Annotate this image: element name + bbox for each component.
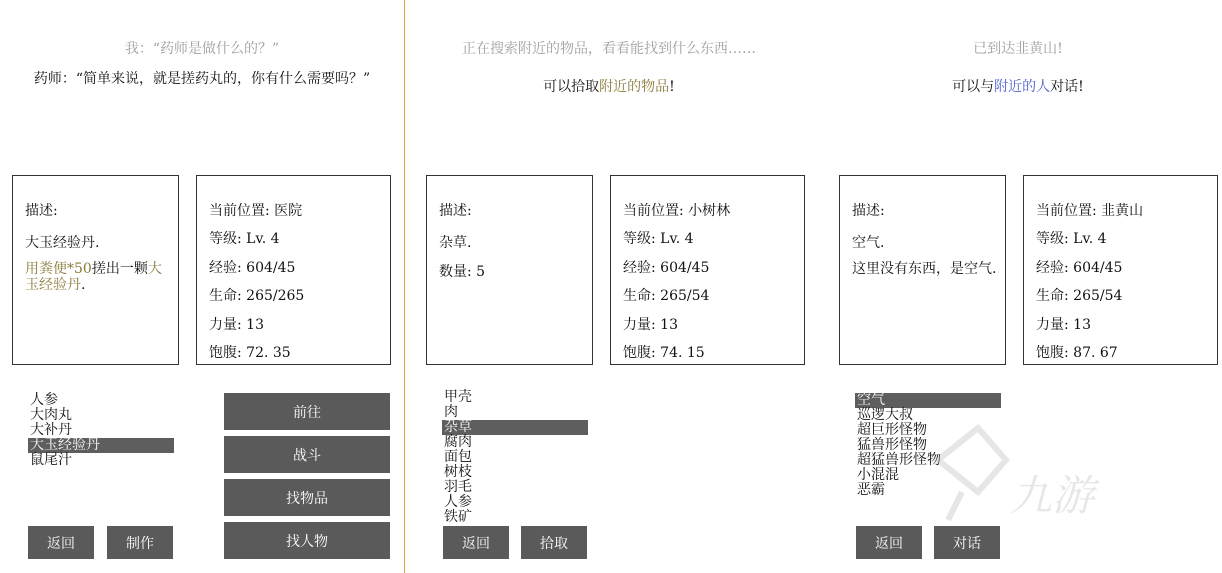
pickup-button[interactable]: 拾取	[521, 526, 587, 559]
stats-box	[1023, 175, 1218, 365]
list-item-selected[interactable]: 空气	[855, 393, 1001, 408]
dialogue-reply: 药师：“简单来说，就是搓药丸的，你有什么需要吗？”	[33, 71, 371, 87]
item-quantity: 数量: 5	[439, 264, 486, 280]
stat-level: 等级: Lv. 4	[209, 231, 280, 247]
recipe-pre: 用	[25, 261, 39, 277]
find-person-button[interactable]: 找人物	[224, 522, 390, 559]
recipe-mid: 搓出一颗	[91, 261, 148, 277]
recipe-text	[25, 261, 175, 293]
stat-exp: 经验: 604/45	[209, 260, 296, 276]
item-note: 这里没有东西，是空气.	[852, 261, 997, 277]
list-item[interactable]: 小混混	[857, 467, 899, 483]
notice-post: 对话!	[1050, 79, 1084, 95]
crafting-screen	[0, 0, 405, 573]
list-item[interactable]: 超巨形怪物	[857, 422, 927, 438]
notice-post: !	[669, 79, 675, 95]
talk-button[interactable]: 对话	[934, 526, 1000, 559]
go-button[interactable]: 前往	[224, 393, 390, 430]
list-item[interactable]: 人参	[30, 392, 58, 408]
stats-box	[196, 175, 391, 365]
search-status: 正在搜索附近的物品，看看能找到什么东西……	[462, 41, 756, 57]
pickup-notice	[404, 78, 814, 96]
list-item[interactable]: 猛兽形怪物	[857, 437, 927, 453]
find-item-button[interactable]: 找物品	[224, 479, 390, 516]
stat-hp: 生命: 265/54	[623, 288, 710, 304]
stat-strength: 力量: 13	[209, 317, 264, 333]
stat-hp: 生命: 265/265	[209, 288, 305, 304]
description-box	[12, 175, 179, 365]
list-item[interactable]: 甲壳	[444, 389, 472, 405]
stat-strength: 力量: 13	[1036, 317, 1091, 333]
item-name: 空气.	[852, 235, 885, 251]
search-items-screen	[404, 0, 814, 573]
stat-satiety: 饱腹: 87. 67	[1036, 345, 1118, 361]
back-button[interactable]: 返回	[28, 526, 94, 559]
list-item[interactable]: 大肉丸	[30, 407, 72, 423]
description-box	[839, 175, 1006, 365]
list-item[interactable]: 树枝	[444, 464, 472, 480]
recipe-post: .	[81, 277, 86, 293]
list-item[interactable]: 超猛兽形怪物	[857, 452, 941, 468]
list-item[interactable]: 腐肉	[444, 434, 472, 450]
craft-button[interactable]: 制作	[107, 526, 173, 559]
stat-location: 当前位置: 韭黄山	[1036, 203, 1144, 219]
notice-highlight: 附近的物品	[599, 79, 670, 95]
stat-exp: 经验: 604/45	[623, 260, 710, 276]
notice-pre: 可以拾取	[543, 79, 600, 95]
nine-game-logo-icon	[918, 420, 1095, 530]
battle-button[interactable]: 战斗	[224, 436, 390, 473]
list-item[interactable]: 鼠尾汁	[30, 452, 72, 468]
recipe-ingredient: 粪便*50	[39, 261, 92, 277]
list-item[interactable]: 恶霸	[857, 482, 885, 498]
stat-satiety: 饱腹: 74. 15	[623, 345, 705, 361]
stat-hp: 生命: 265/54	[1036, 288, 1123, 304]
stat-level: 等级: Lv. 4	[1036, 231, 1107, 247]
watermark-logo	[918, 420, 1095, 534]
nearby-items-list	[442, 390, 588, 525]
list-item[interactable]: 巡逻大叔	[857, 407, 913, 423]
item-name: 大玉经验丹.	[25, 235, 100, 251]
back-button[interactable]: 返回	[443, 526, 509, 559]
list-item-selected[interactable]: 大玉经验丹	[28, 438, 174, 453]
dialogue-prompt: 我：“药师是做什么的？”	[124, 41, 280, 57]
recipe-product: 大玉经验丹	[25, 261, 162, 293]
description-title: 描述:	[439, 203, 472, 219]
recipe-list	[28, 393, 174, 468]
stat-strength: 力量: 13	[623, 317, 678, 333]
stats-box	[610, 175, 805, 365]
list-item[interactable]: 铁矿	[444, 509, 472, 525]
list-item[interactable]: 肉	[444, 404, 458, 420]
description-title: 描述:	[25, 203, 58, 219]
notice-highlight: 附近的人	[994, 79, 1051, 95]
description-title: 描述:	[852, 203, 885, 219]
stat-exp: 经验: 604/45	[1036, 260, 1123, 276]
watermark-text: 九游	[1010, 471, 1095, 520]
back-button[interactable]: 返回	[856, 526, 922, 559]
list-item[interactable]: 人参	[444, 494, 472, 510]
notice-pre: 可以与	[952, 79, 995, 95]
stat-location: 当前位置: 医院	[209, 203, 303, 219]
arrival-status: 已到达韭黄山!	[973, 41, 1063, 57]
list-item[interactable]: 大补丹	[30, 422, 72, 438]
talk-notice	[814, 78, 1222, 96]
stat-location: 当前位置: 小树林	[623, 203, 731, 219]
item-name: 杂草.	[439, 235, 472, 251]
list-item[interactable]: 面包	[444, 449, 472, 465]
stat-level: 等级: Lv. 4	[623, 231, 694, 247]
list-item-selected[interactable]: 杂草	[442, 420, 588, 435]
stat-satiety: 饱腹: 72. 35	[209, 345, 291, 361]
list-item[interactable]: 羽毛	[444, 479, 472, 495]
description-box	[426, 175, 593, 365]
